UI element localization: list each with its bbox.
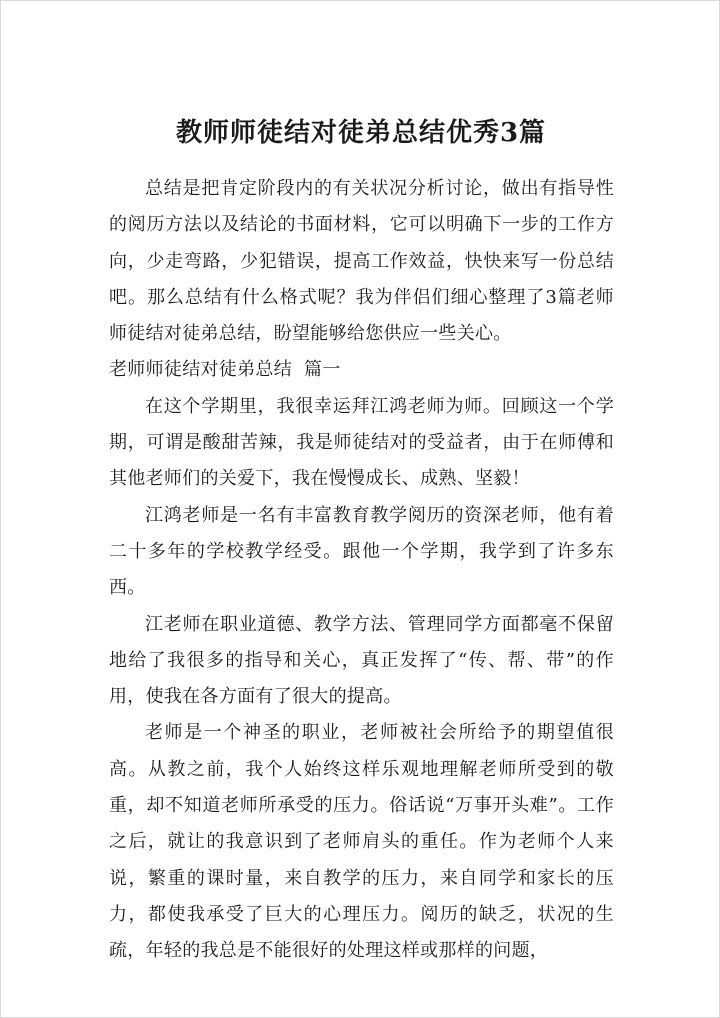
section-heading: 老师师徒结对徒弟总结 篇一 xyxy=(109,359,341,381)
body-paragraph: 江老师在职业道德、教学方法、管理同学方面都毫不保留地给了我很多的指导和关心，真正发挥了“传、帮、带”的作用，使我在各方面有了很大的提高。 xyxy=(109,613,614,708)
document-title: 教师师徒结对徒弟总结优秀3篇 xyxy=(175,118,547,148)
body-paragraph: 在这个学期里，我很幸运拜江鸿老师为师。回顾这一个学期，可谓是酸甜苦辣，我是师徒结对的受益者，由于在师傅和其他老师们的关爱下，我在慢慢成长、成熟、坚毅！ xyxy=(109,395,614,490)
intro-paragraph: 总结是把肯定阶段内的有关状况分析讨论，做出有指导性的阅历方法以及结论的书面材料，它可以明确下一步的工作方向，少走弯路，少犯错误，提高工作效益，快快来写一份总结吧。那么总结有什么格式呢？我为伴侣们细心整理了3篇老师师徒结对徒弟总结，盼望能够给您供应一些关心。 xyxy=(109,178,614,345)
body-paragraph: 老师是一个神圣的职业，老师被社会所给予的期望值很高。从教之前，我个人始终这样乐观地理解老师所受到的敬重，却不知道老师所承受的压力。俗话说“万事开头难”。工作之后，就让的我意识到了老师肩头的重任。作为老师个人来说，繁重的课时量，来自教学的压力，来自同学和家长的压力，都使我承受了巨大的心理压力。阅历的缺乏，状况的生疏，年轻的我总是不能很好的处理这样或那样的问题， xyxy=(109,722,614,962)
document-body xyxy=(109,171,614,970)
body-paragraph: 江鸿老师是一名有丰富教育教学阅历的资深老师，他有着二十多年的学校教学经受。跟他一个学期，我学到了许多东西。 xyxy=(109,504,614,599)
